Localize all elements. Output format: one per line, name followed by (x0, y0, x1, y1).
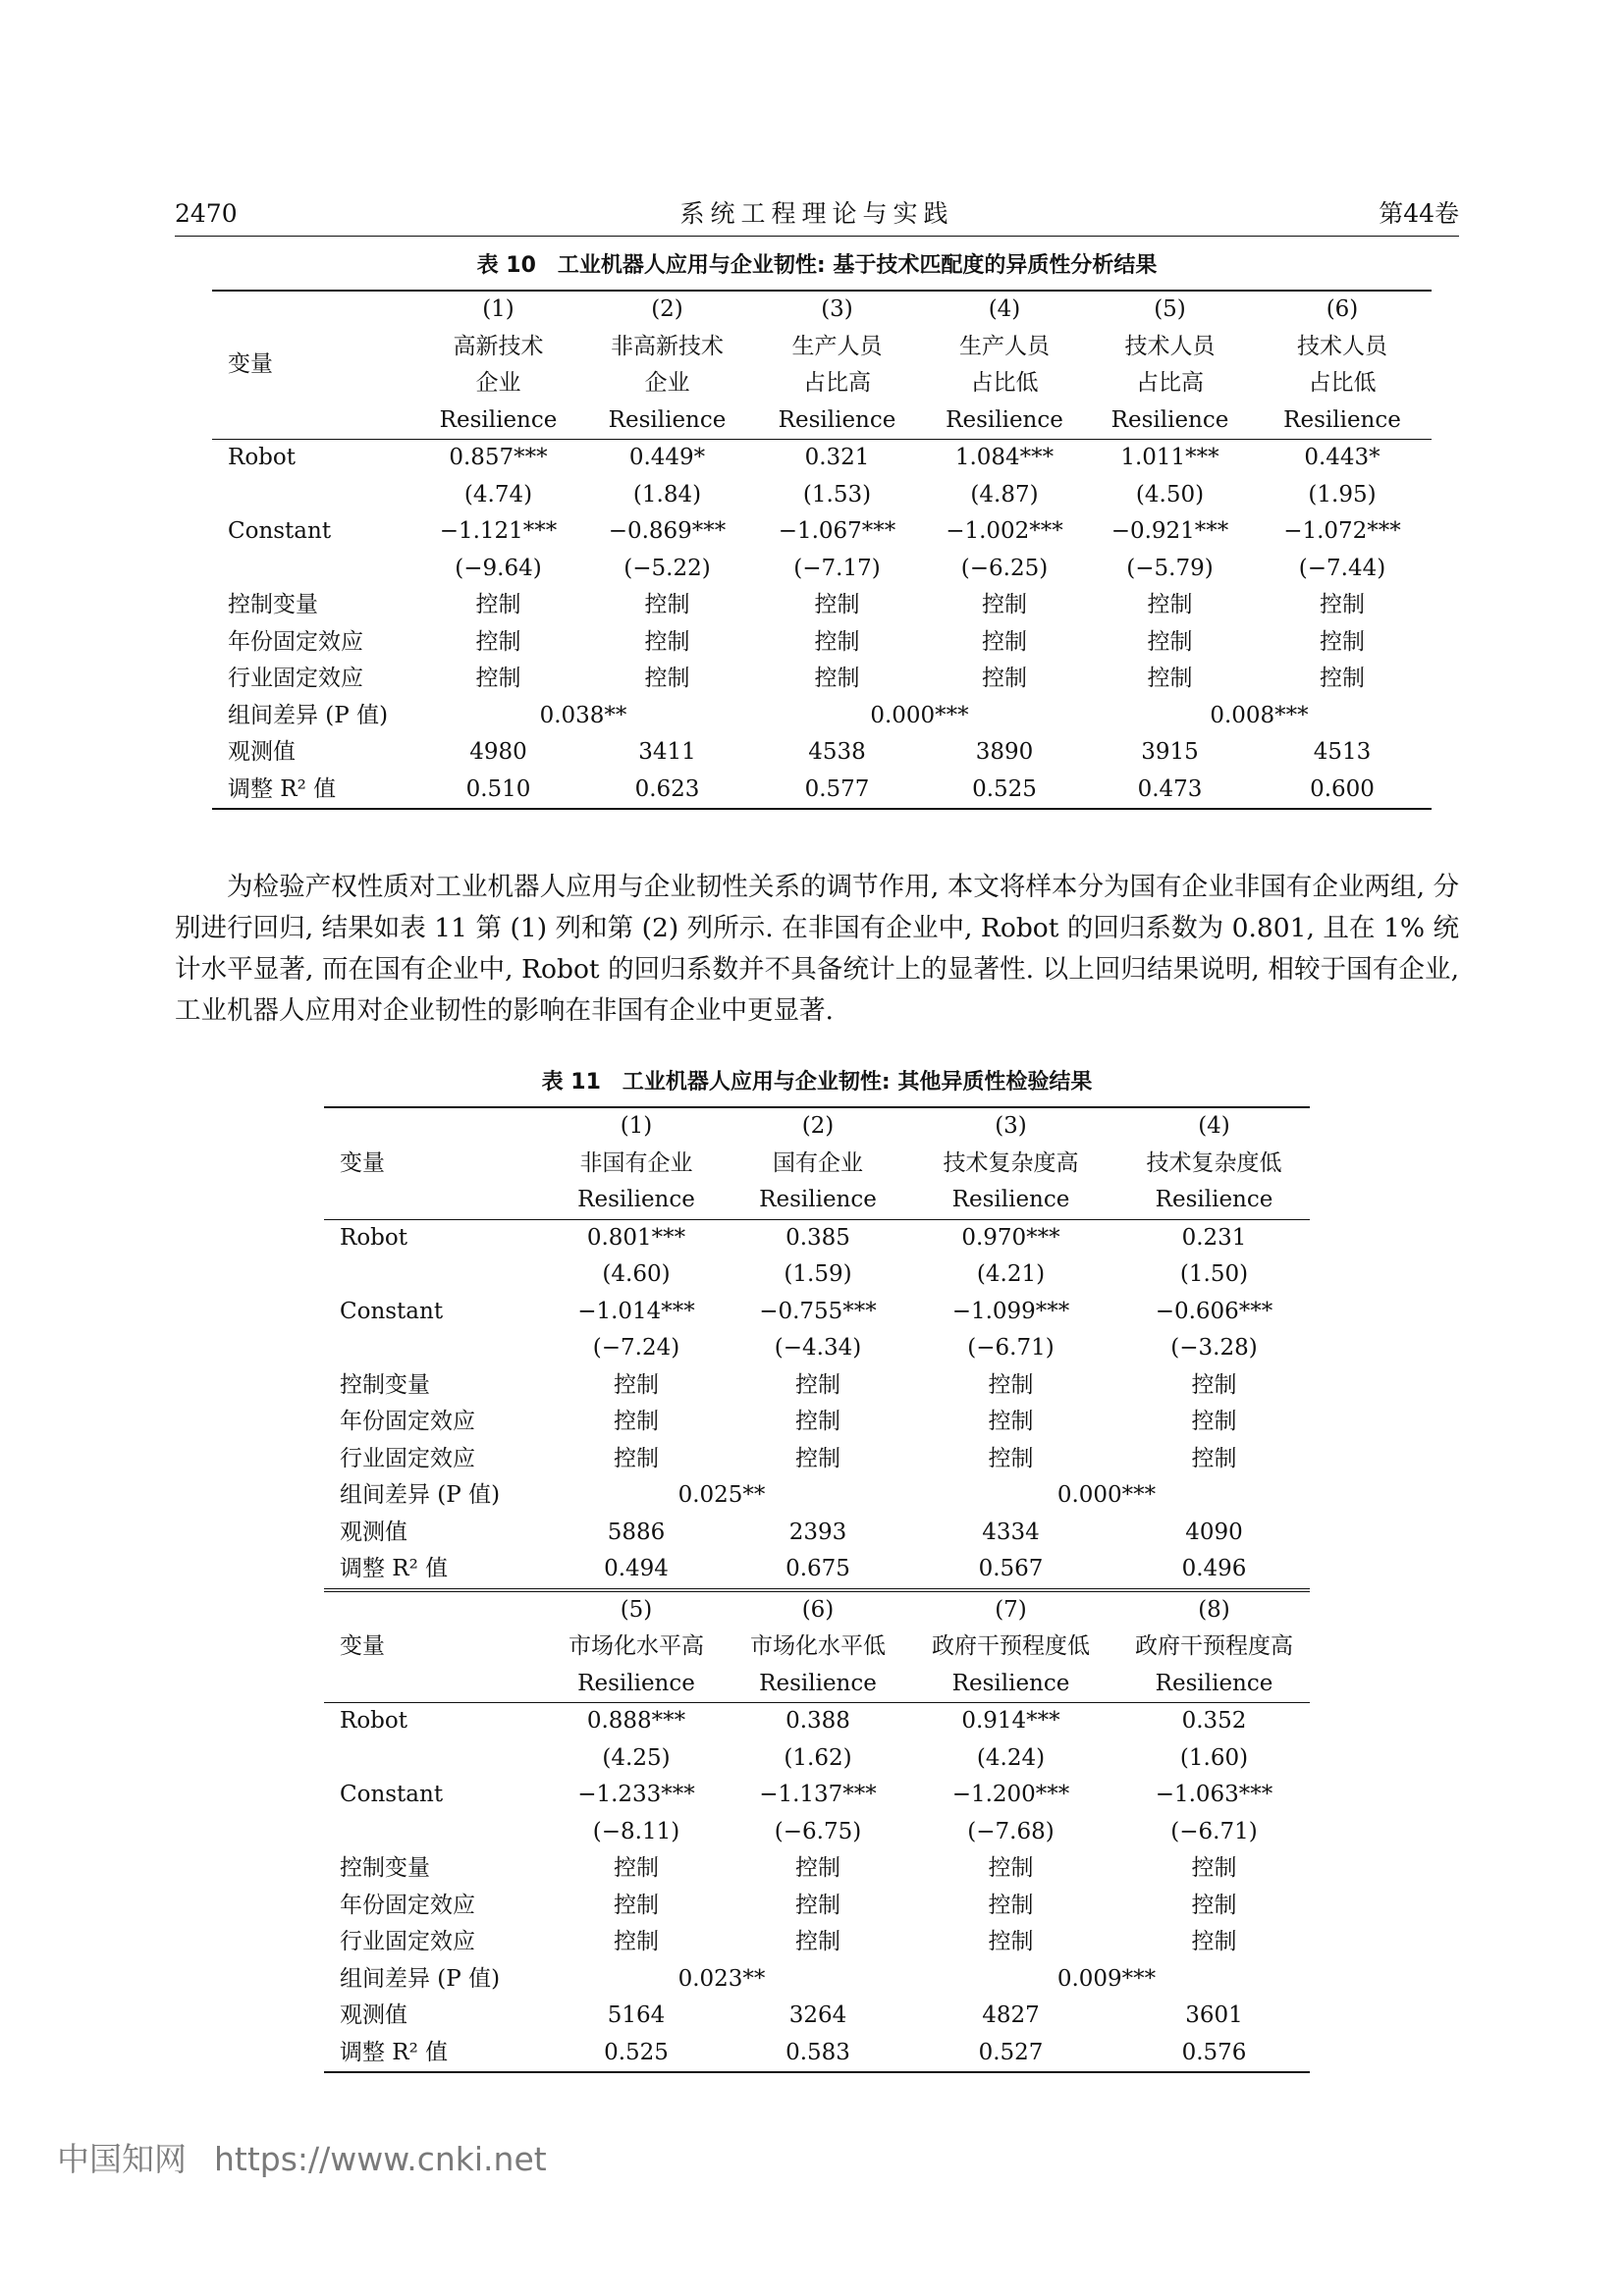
table-cell: 0.510 (414, 772, 582, 810)
column-label: 技术人员 (1297, 333, 1387, 359)
table-cell: 0.388 (732, 1703, 903, 1740)
table-cell: 0.567 (978, 1556, 1044, 1581)
table-cell: 0.494 (604, 1556, 669, 1581)
table-cell: 0.914*** (903, 1703, 1118, 1740)
column-label: 市场化水平高 (568, 1633, 704, 1659)
table-cell: −1.002*** (946, 518, 1063, 544)
table-cell: 0.352 (1118, 1703, 1310, 1740)
table-cell: 4980 (469, 739, 527, 765)
table-cell: 控制 (795, 1929, 840, 1954)
table-row (212, 698, 1432, 735)
table-cell: −1.200*** (951, 1782, 1070, 1807)
row-label (324, 1330, 540, 1367)
table-cell: 控制 (795, 1892, 840, 1918)
table-row (212, 551, 1432, 588)
table-cell: 控制 (1191, 1929, 1237, 1954)
column-number: (8) (1118, 1590, 1310, 1629)
dependent-variable: Resilience (577, 1670, 695, 1696)
table-11-title: 工业机器人应用与企业韧性: 其他异质性检验结果 (622, 1070, 1093, 1095)
group-difference-value: 0.008*** (1210, 702, 1309, 728)
table-cell: 控制 (614, 1892, 659, 1918)
table-cell: (1.59) (784, 1261, 852, 1287)
dependent-variable: Resilience (577, 1187, 695, 1212)
table-cell: −1.099*** (951, 1298, 1070, 1324)
dependent-variable: Resilience (951, 1187, 1070, 1212)
table-cell: 控制 (644, 628, 690, 655)
group-difference-value: 0.009*** (1056, 1965, 1157, 1992)
table-cell: (4.24) (976, 1744, 1046, 1771)
table-cell: 0.888*** (540, 1703, 732, 1740)
table-cell: 0.576 (1118, 2035, 1310, 2073)
table-cell: 控制 (475, 666, 521, 691)
table-cell: (1.53) (802, 481, 872, 507)
table-row (212, 772, 1432, 810)
table-cell: −0.921*** (1110, 518, 1229, 544)
table-cell: (1.60) (1179, 1744, 1249, 1771)
column-label: 企业 (475, 370, 521, 396)
table-cell: 控制 (988, 1892, 1034, 1918)
table-cell: 0.525 (922, 772, 1087, 810)
table-cell: (−8.11) (592, 1818, 680, 1844)
table-cell: (1.62) (784, 1744, 852, 1771)
row-label (324, 1740, 540, 1778)
row-label: Constant (340, 1782, 444, 1807)
table-row (324, 1515, 1310, 1552)
table-cell: 4334 (982, 1519, 1040, 1545)
row-label: 组间差异 (P 值) (228, 702, 389, 728)
table-cell: 控制 (1191, 1892, 1237, 1918)
table-cell: 3264 (788, 2002, 847, 2028)
journal-title: 系统工程理论与实践 (679, 199, 954, 228)
row-label: 行业固定效应 (228, 666, 363, 691)
group-difference-value: 0.025** (677, 1482, 766, 1508)
table-cell: 0.525 (540, 2035, 732, 2073)
table-cell: −1.072*** (1283, 518, 1401, 544)
row-label: 观测值 (228, 739, 296, 765)
dependent-variable: Resilience (439, 406, 558, 433)
row-label: 年份固定效应 (340, 1409, 475, 1434)
group-difference-value: 0.000*** (870, 702, 969, 728)
table-cell: 4538 (808, 739, 866, 765)
dependent-variable: Resilience (759, 1187, 877, 1212)
table-cell: 控制 (795, 1409, 840, 1434)
table-row (324, 1404, 1310, 1441)
table-cell: 控制 (795, 1445, 840, 1471)
column-label: 政府干预程度高 (1135, 1633, 1293, 1659)
row-label: 行业固定效应 (340, 1445, 475, 1471)
table-cell: 控制 (614, 1445, 659, 1471)
cnki-watermark (57, 2140, 547, 2179)
column-label: 高新技术 (453, 333, 544, 359)
table-row (324, 1441, 1310, 1478)
column-label: 技术复杂度高 (943, 1149, 1079, 1176)
table-cell: 0.583 (732, 2035, 903, 2073)
table-cell: −1.137*** (759, 1782, 877, 1807)
table-cell: 0.231 (1118, 1219, 1310, 1256)
column-number: (5) (540, 1590, 732, 1629)
watermark-url: https://www.cnki.net (214, 2140, 547, 2178)
table-11-label: 表 11 (541, 1070, 601, 1095)
row-label: Robot (324, 1219, 540, 1256)
table-cell: 控制 (475, 628, 521, 655)
table-cell: 0.623 (582, 772, 752, 810)
table-cell: 控制 (475, 592, 521, 617)
table-cell: (−7.24) (592, 1335, 680, 1361)
table-cell: 0.473 (1087, 772, 1253, 810)
row-label: 调整 R² 值 (212, 772, 414, 810)
table-cell: 控制 (614, 1855, 659, 1881)
table-cell: (1.95) (1308, 481, 1377, 507)
table-cell: 控制 (1320, 666, 1365, 691)
table-row (324, 1740, 1310, 1778)
dependent-variable: Resilience (608, 406, 727, 433)
column-number: (6) (732, 1590, 903, 1629)
table-row (212, 587, 1432, 624)
row-label (324, 1814, 540, 1851)
table-cell: 控制 (988, 1445, 1034, 1471)
table-cell: 控制 (1320, 592, 1365, 617)
row-label (324, 1256, 540, 1294)
row-label: Robot (324, 1703, 540, 1740)
row-label: Robot (212, 440, 414, 477)
column-label: 生产人员 (791, 333, 883, 359)
group-difference-value: 0.000*** (1056, 1482, 1157, 1508)
table-cell: 0.443* (1253, 440, 1432, 477)
table-cell: 0.385 (732, 1219, 903, 1256)
table-row (324, 1924, 1310, 1961)
body-paragraph (175, 867, 1459, 1032)
table-header-variable: 变量 (324, 1590, 540, 1703)
row-label (212, 477, 414, 514)
table-cell: 控制 (1147, 628, 1193, 655)
row-label: 控制变量 (340, 1371, 430, 1398)
table-row (324, 1590, 1310, 1629)
table-cell: 0.675 (785, 1556, 850, 1581)
table-row (324, 1998, 1310, 2035)
paragraph-text: 为检验产权性质对工业机器人应用与企业韧性关系的调节作用, 本文将样本分为国有企业非国有企业两组, 分别进行回归, 结果如表 11 第 (1) 列和第 (2) 列所示. 在非国有企业中, Robot 的回归系数为 0.801, 且在 1% 统计水平显著, 而在国有企业中, Robot 的回归系数并不具备统计上的显著性. 以上回归结果说明, 相较于国有企业, 工业机器人应用对企业韧性的影响在非国有企业中更显著. (175, 872, 1459, 1026)
table-cell: (4.25) (602, 1744, 671, 1771)
table-cell: (4.21) (976, 1261, 1046, 1287)
table-cell: 控制 (982, 592, 1027, 617)
table-cell: 控制 (982, 628, 1027, 655)
dependent-variable: Resilience (951, 1670, 1070, 1696)
column-number: (5) (1087, 291, 1253, 329)
table-cell: (−7.17) (793, 555, 881, 581)
table-row (212, 661, 1432, 698)
table-10-label: 表 10 (476, 253, 536, 278)
table-cell: −1.063*** (1155, 1782, 1273, 1807)
column-number: (3) (752, 291, 922, 329)
table-cell: (−5.22) (623, 555, 711, 581)
watermark-brand: 中国知网 (57, 2140, 187, 2178)
row-label: 组间差异 (P 值) (340, 1965, 501, 1992)
row-label: Constant (340, 1298, 444, 1324)
row-label: Constant (228, 518, 332, 544)
table-cell: 控制 (1147, 666, 1193, 691)
table-cell: −1.067*** (778, 518, 896, 544)
group-difference-value: 0.023** (677, 1965, 766, 1992)
table-10-body (212, 440, 1432, 810)
column-label: 占比低 (970, 370, 1039, 396)
table-cell: 控制 (982, 666, 1027, 691)
table-cell: −1.014*** (577, 1298, 695, 1324)
row-label (212, 551, 414, 588)
table-cell: 控制 (988, 1409, 1034, 1434)
table-cell: 控制 (814, 666, 860, 691)
table-10 (212, 290, 1432, 810)
table-cell: (−7.44) (1298, 555, 1386, 581)
table-cell: 3601 (1185, 2002, 1243, 2028)
table-row (324, 1703, 1310, 1740)
table-cell: 控制 (1191, 1371, 1237, 1398)
table-cell: 控制 (988, 1929, 1034, 1954)
table-row (212, 477, 1432, 514)
table-cell: (−7.68) (967, 1818, 1055, 1844)
table-cell: 0.970*** (903, 1219, 1118, 1256)
table-cell: −1.121*** (439, 518, 558, 544)
table-11-panel-a (324, 1107, 1310, 1590)
table-cell: 控制 (614, 1929, 659, 1954)
table-10-caption (175, 251, 1459, 281)
table-row (324, 1777, 1310, 1814)
table-cell: 控制 (795, 1371, 840, 1398)
column-label: 市场化水平低 (750, 1633, 886, 1659)
table-cell: (−9.64) (455, 555, 542, 581)
table-cell: 0.577 (752, 772, 922, 810)
row-label: 调整 R² 值 (324, 2035, 540, 2073)
table-row (324, 1256, 1310, 1294)
table-cell: 4513 (1313, 739, 1372, 765)
table-row (212, 734, 1432, 772)
column-label: 占比高 (803, 370, 871, 396)
table-row (212, 624, 1432, 662)
table-cell: 0.527 (903, 2035, 1118, 2073)
table-cell: 控制 (614, 1371, 659, 1398)
row-label: 控制变量 (340, 1855, 430, 1881)
table-cell: 0.857*** (414, 440, 582, 477)
table-cell: (1.84) (632, 481, 702, 507)
row-label: 年份固定效应 (340, 1892, 475, 1918)
table-cell: (−6.75) (774, 1818, 862, 1844)
table-cell: 控制 (814, 592, 860, 617)
column-label: 占比高 (1136, 370, 1204, 396)
table-cell: 1.011*** (1087, 440, 1253, 477)
table-row (212, 513, 1432, 551)
table-cell: 0.600 (1253, 772, 1432, 810)
dependent-variable: Resilience (1283, 406, 1401, 433)
table-cell: (−4.34) (774, 1335, 862, 1361)
table-cell: 0.321 (752, 440, 922, 477)
table-cell: 0.801*** (540, 1219, 732, 1256)
table-row (212, 291, 1432, 329)
row-label: 调整 R² 值 (340, 1556, 449, 1581)
row-label: 控制变量 (228, 592, 318, 617)
column-number: (1) (414, 291, 582, 329)
table-cell: 5164 (607, 2002, 666, 2028)
table-cell: (4.60) (602, 1261, 671, 1287)
table-cell: −0.869*** (608, 518, 727, 544)
column-label: 生产人员 (959, 333, 1050, 359)
column-number: (2) (732, 1107, 903, 1146)
table-cell: 控制 (1191, 1855, 1237, 1881)
page-number: 2470 (175, 199, 238, 228)
table-cell: 4090 (1185, 1519, 1243, 1545)
table-cell: −0.606*** (1155, 1298, 1273, 1324)
table-cell: 0.496 (1181, 1556, 1247, 1581)
table-row (324, 1888, 1310, 1925)
table-row (324, 1294, 1310, 1331)
table-row (212, 440, 1432, 477)
table-cell: 控制 (988, 1855, 1034, 1881)
table-cell: 3890 (975, 739, 1034, 765)
table-cell: −0.755*** (759, 1298, 877, 1324)
table-row (324, 1367, 1310, 1405)
table-cell: (−6.71) (1170, 1818, 1258, 1844)
column-label: 技术人员 (1124, 333, 1216, 359)
table-cell: 5886 (607, 1519, 666, 1545)
table-10-title: 工业机器人应用与企业韧性: 基于技术匹配度的异质性分析结果 (557, 253, 1158, 278)
table-row (324, 1551, 1310, 1590)
table-row (324, 1814, 1310, 1851)
column-number: (2) (582, 291, 752, 329)
table-row (324, 1850, 1310, 1888)
table-cell: 0.449* (582, 440, 752, 477)
table-row (324, 1107, 1310, 1146)
table-cell: 3411 (638, 739, 696, 765)
table-cell: 控制 (644, 592, 690, 617)
column-number: (3) (903, 1107, 1118, 1146)
column-number: (7) (903, 1590, 1118, 1629)
table-cell: (−6.25) (960, 555, 1049, 581)
row-label: 组间差异 (P 值) (340, 1482, 501, 1508)
dependent-variable: Resilience (1155, 1187, 1273, 1212)
dependent-variable: Resilience (946, 406, 1063, 433)
row-label: 年份固定效应 (228, 628, 363, 655)
table-row (324, 2035, 1310, 2073)
column-number: (1) (540, 1107, 732, 1146)
column-number: (4) (922, 291, 1087, 329)
column-number: (4) (1118, 1107, 1310, 1146)
table-cell: 控制 (644, 666, 690, 691)
table-header-variable: 变量 (212, 291, 414, 440)
column-label: 非国有企业 (579, 1149, 693, 1176)
column-label: 占比低 (1308, 370, 1377, 396)
table-cell: (4.50) (1135, 481, 1205, 507)
table-cell: 4827 (982, 2002, 1040, 2028)
table-11 (324, 1106, 1310, 2073)
table-header-variable: 变量 (324, 1107, 540, 1219)
column-label: 政府干预程度低 (932, 1633, 1090, 1659)
group-difference-value: 0.038** (539, 702, 627, 728)
table-cell: −1.233*** (577, 1782, 695, 1807)
table-cell: (4.87) (970, 481, 1039, 507)
table-cell: 控制 (988, 1371, 1034, 1398)
dependent-variable: Resilience (1110, 406, 1229, 433)
table-11-caption (324, 1068, 1310, 1097)
dependent-variable: Resilience (759, 1670, 877, 1696)
row-label: 行业固定效应 (340, 1929, 475, 1954)
table-row (324, 1477, 1310, 1515)
table-cell: 3915 (1141, 739, 1199, 765)
column-label: 国有企业 (773, 1149, 863, 1176)
table-cell: (1.50) (1179, 1261, 1249, 1287)
table-cell: 控制 (795, 1855, 840, 1881)
table-cell: (−5.79) (1126, 555, 1214, 581)
dependent-variable: Resilience (1155, 1670, 1273, 1696)
row-label: 观测值 (340, 1519, 407, 1545)
table-cell: 控制 (814, 628, 860, 655)
table-11-panel-b (324, 1590, 1310, 2073)
column-label: 非高新技术 (611, 333, 724, 359)
header-rule (175, 236, 1459, 237)
column-number: (6) (1253, 291, 1432, 329)
table-cell: 2393 (788, 1519, 847, 1545)
table-row (324, 1219, 1310, 1256)
dependent-variable: Resilience (778, 406, 896, 433)
table-cell: 控制 (1320, 628, 1365, 655)
table-cell: (4.74) (463, 481, 533, 507)
table-row (324, 1330, 1310, 1367)
table-cell: (−3.28) (1170, 1335, 1258, 1361)
table-cell: 控制 (1191, 1445, 1237, 1471)
table-cell: (−6.71) (967, 1335, 1055, 1361)
table-cell: 1.084*** (922, 440, 1087, 477)
column-label: 技术复杂度低 (1146, 1149, 1282, 1176)
table-cell: 控制 (1191, 1409, 1237, 1434)
volume-label: 第44卷 (1379, 199, 1459, 228)
table-row (324, 1961, 1310, 1999)
table-cell: 控制 (1147, 592, 1193, 617)
row-label: 观测值 (340, 2002, 407, 2028)
running-head (175, 196, 1459, 232)
table-cell: 控制 (614, 1409, 659, 1434)
column-label: 企业 (644, 370, 690, 396)
